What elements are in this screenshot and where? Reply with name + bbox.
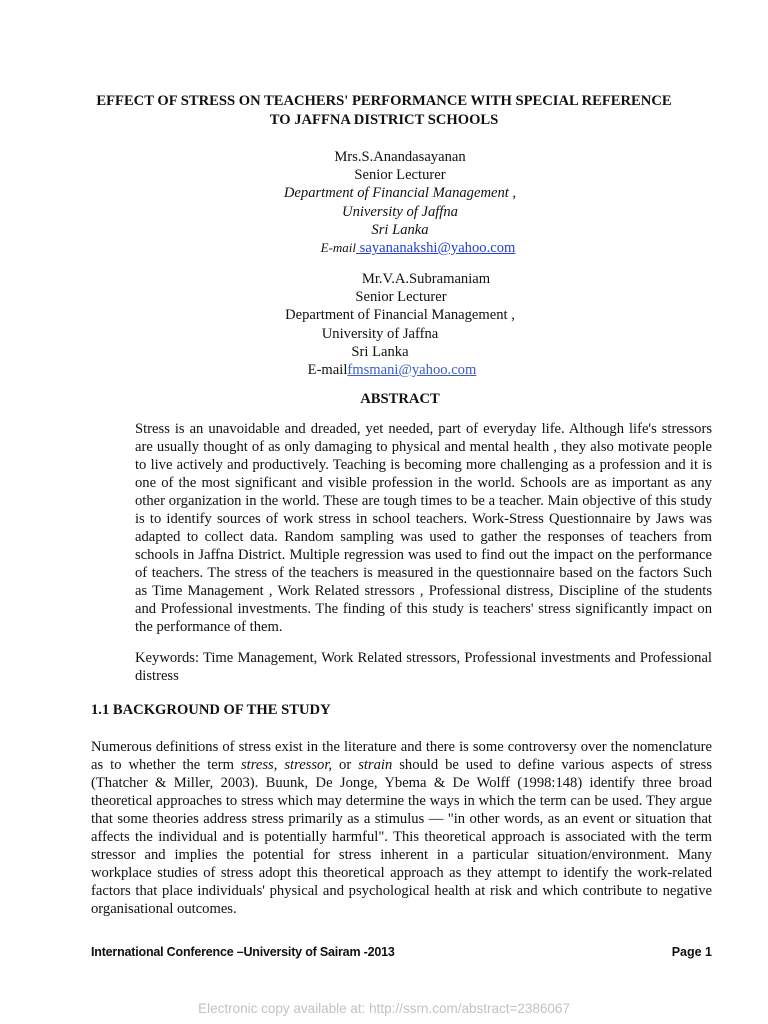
keywords: Keywords: Time Management, Work Related stressors, Professional investments and Professional distress	[135, 650, 712, 684]
author-2-block	[240, 270, 560, 379]
author-2-email-line	[240, 361, 560, 379]
term-separator-1: ,	[273, 757, 285, 773]
author-2-role: Senior Lecturer	[355, 289, 447, 306]
title-line-2: TO JAFFNA DISTRICT SCHOOLS	[269, 112, 499, 128]
author-1-role: Senior Lecturer	[354, 167, 446, 184]
title-line-1: EFFECT OF STRESS ON TEACHERS' PERFORMANCE WITH SPECIAL REFERENCE	[96, 93, 672, 109]
term-strain: strain	[358, 757, 393, 773]
author-1-country: Sri Lanka	[371, 221, 429, 238]
footer-conference: International Conference –University of Sairam -2013	[91, 945, 395, 959]
author-2-country: Sri Lanka	[351, 343, 409, 360]
author-1-email-label: E-mail	[320, 240, 357, 256]
ssrn-notice: Electronic copy available at: http://ssrn.com/abstract=2386067	[198, 1001, 570, 1016]
paper-title	[60, 92, 708, 130]
author-1-email-link[interactable]: sayananakshi@yahoo.com	[356, 240, 516, 257]
term-stress: stress	[240, 757, 274, 773]
paragraph-text-end: should be used to define various aspects of stress (Thatcher & Miller, 2003). Buunk, De Jonge, Ybema & De Wolff (1998:148) identify three broad theoretical approaches to stress which may determine the ways in which the term can be used. They argue that some theories address stress primarily as a stimulus — "in other words, as an event or situation that affects the individual and is potentially harmful". This theoretical approach is associated with the term stressor and implies the potential for stress inherent in a particular situation/environment. Many workplace studies of stress adopt this theoretical approach as they attempt to identify the work-related factors that place individuals' physical and psychological health at risk and which contribute to negative organisational outcomes.	[91, 757, 713, 917]
abstract-heading: ABSTRACT	[360, 391, 440, 407]
footer-page-number: Page 1	[671, 945, 712, 959]
author-2-email-link[interactable]: fmsmani@yahoo.com	[347, 362, 477, 379]
author-2-department: Department of Financial Management ,	[285, 307, 515, 324]
paragraph-text-start: Numerous definitions of stress exist in the literature and there is some controversy over the nomenclature as to whether the term	[91, 739, 712, 773]
author-2-name: Mr.V.A.Subramaniam	[361, 271, 491, 287]
author-1-email-line	[220, 239, 580, 257]
author-2-email-label: E-mail	[307, 362, 348, 379]
background-paragraph	[91, 738, 712, 918]
section-heading: 1.1 BACKGROUND OF THE STUDY	[91, 702, 331, 718]
author-1-name: Mrs.S.Anandasayanan	[334, 149, 466, 165]
author-1-university: University of Jaffna	[342, 203, 458, 220]
abstract-text: Stress is an unavoidable and dreaded, yet needed, part of everyday life. Although life's stressors are usually thought of as only damaging to physical and mental health , they also motivate people to live actively and productively. Teaching is becoming more challenging as a profession and it is one of the most significant and visible profession in the world. Schools are as important as any other organization in the world. These are tough times to be a teacher. Main objective of this study is to identify sources of work stress in school teachers. Work-Stress Questionnaire by Jaws was adapted to collect data. Random sampling was used to gather the responses of teachers from schools in Jaffna District. Multiple regression was used to find out the impact on the performance of teachers. The stress of the teachers is measured in the questionnaire based on the factors Such as Time Management , Work Related stressors , Professional distress, Discipline of the students and Professional investments. The finding of this study is teachers' stress significantly impact on the performance of them.	[135, 421, 712, 635]
author-1-department: Department of Financial Management ,	[283, 185, 517, 202]
term-separator-2: or	[332, 757, 359, 773]
author-2-university: University of Jaffna	[321, 325, 439, 342]
author-1-block	[220, 148, 580, 257]
term-stressor: stressor,	[284, 757, 333, 773]
